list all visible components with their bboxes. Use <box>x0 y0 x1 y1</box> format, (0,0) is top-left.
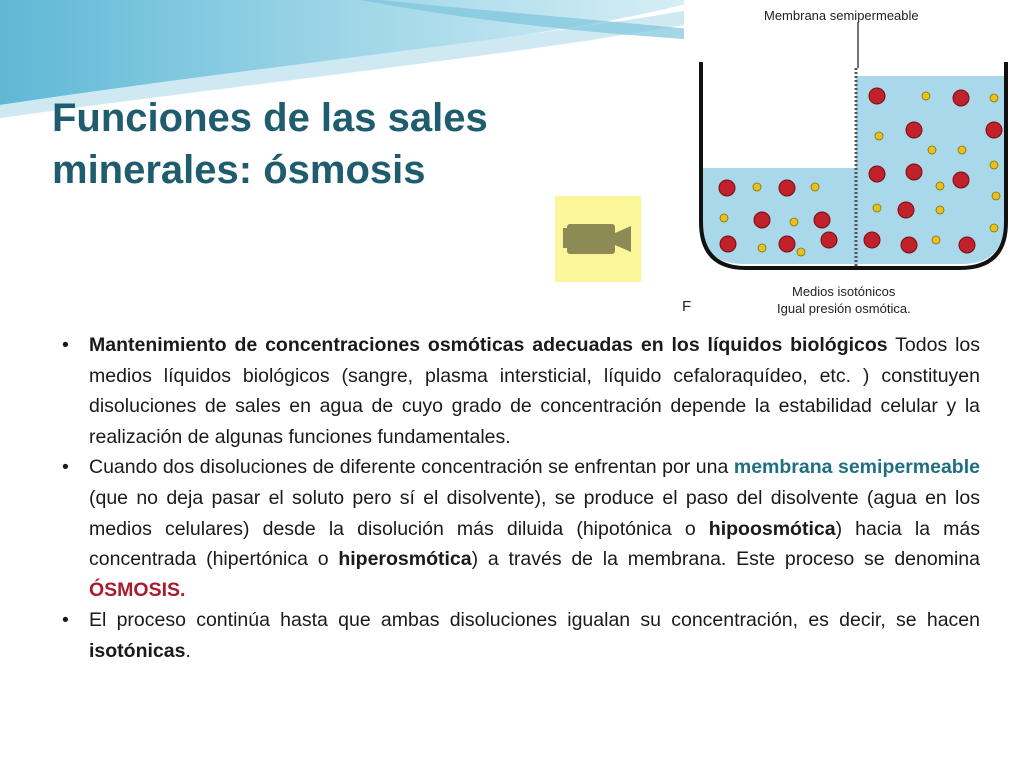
bullet-item-1 <box>62 330 980 452</box>
bullet-2-text-3: ) hacia la más concentrada (hipertónica o <box>89 517 980 571</box>
diagram-caption-line-2: Igual presión osmótica. <box>777 301 911 316</box>
osmosis-diagram <box>684 0 1024 320</box>
bullet-2-text-1: Cuando dos disoluciones de diferente concentración se enfrentan por una <box>89 456 734 479</box>
term-membrana-semipermeable: membrana semipermeable <box>733 456 980 479</box>
page-title <box>52 92 652 196</box>
video-camera-icon[interactable] <box>555 196 641 282</box>
bullet-1-heading: Mantenimiento de concentraciones osmóticas adecuadas en los líquidos biológicos <box>89 334 888 356</box>
content-body <box>62 330 980 667</box>
bullet-3-text-2: . <box>185 639 191 662</box>
term-osmosis: ÓSMOSIS. <box>89 578 186 601</box>
bullet-list <box>62 330 980 667</box>
bullet-3-text-1: El proceso continúa hasta que ambas disoluciones igualan su concentración, es decir, se hacen <box>89 609 980 632</box>
membrane-label: Membrana semipermeable <box>764 8 919 23</box>
term-hipoosmotica: hipoosmótica <box>708 517 836 540</box>
term-isotonicas: isotónicas <box>89 639 186 662</box>
bullet-1-text: Todos los medios líquidos biológicos (sangre, plasma intersticial, líquido cefaloraquídeo, etc. ) constituyen disoluciones de sales en agua de cuyo grado de concentración depende la estabilidad celular y la realización de algunas funciones fundamentales. <box>89 334 980 448</box>
title-line-2: minerales: ósmosis <box>52 148 426 192</box>
bullet-2-text-2: (que no deja pasar el soluto pero sí el disolvente), se produce el paso del disolvente (agua en los medios celulares) desde la disolución más diluida (hipotónica o <box>89 486 980 540</box>
bullet-item-2 <box>62 452 980 605</box>
diagram-caption-line-1: Medios isotónicos <box>792 284 896 299</box>
diagram-stray-letter: F <box>682 298 692 315</box>
term-hiperosmotica: hiperosmótica <box>338 548 472 571</box>
title-line-1: Funciones de las sales <box>52 96 488 140</box>
bullet-item-3 <box>62 605 980 666</box>
bullet-2-text-4: ) a través de la membrana. Este proceso se denomina <box>471 548 980 571</box>
